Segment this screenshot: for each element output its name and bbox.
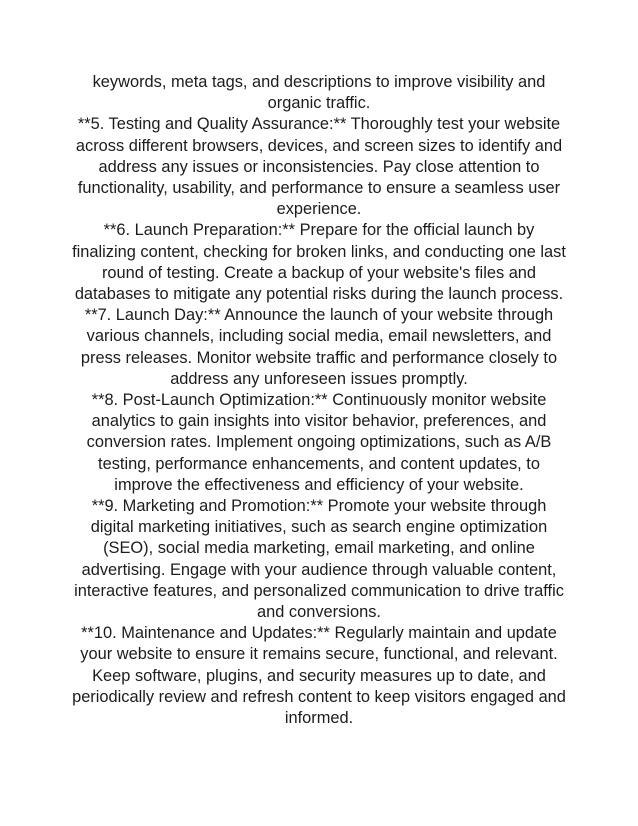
document-body (70, 72, 568, 729)
paragraph-testing-quality-assurance: **5. Testing and Quality Assurance:** Thoroughly test your website across different browsers, devices, and screen sizes to identify and address any issues or inconsistencies. Pay close attention to functionality, usability, and performance to ensure a seamless user experience. (75, 115, 563, 219)
paragraph-post-launch-optimization: **8. Post-Launch Optimization:** Continuously monitor website analytics to gain insights into visitor behavior, preferences, and conversion rates. Implement ongoing optimizations, such as A/B testing, performance enhancements, and content updates, to improve the effectiveness and efficiency of your website. (86, 391, 552, 494)
paragraph-seo-continuation: keywords, meta tags, and descriptions to improve visibility and organic traffic. (92, 73, 546, 113)
paragraph-launch-day: **7. Launch Day:** Announce the launch of your website through various channels, including social media, email newsletters, and press releases. Monitor website traffic and performance closely to address any unforeseen issues promptly. (80, 306, 558, 388)
paragraph-marketing-promotion: **9. Marketing and Promotion:** Promote your website through digital marketing initiatives, such as search engine optimization (SEO), social media marketing, email marketing, and online advertising. Engage with your audience through valuable content, interactive features, and personalized communication to drive traffic and conversions. (74, 497, 564, 622)
paragraph-maintenance-updates: **10. Maintenance and Updates:** Regularly maintain and update your website to ensure it remains secure, functional, and relevant. Keep software, plugins, and security measures up to date, and periodically review and refresh content to keep visitors engaged and informed. (72, 624, 566, 728)
paragraph-launch-preparation: **6. Launch Preparation:** Prepare for the official launch by finalizing content, checking for broken links, and conducting one last round of testing. Create a backup of your website's files and databases to mitigate any potential risks during the launch process. (72, 221, 566, 304)
